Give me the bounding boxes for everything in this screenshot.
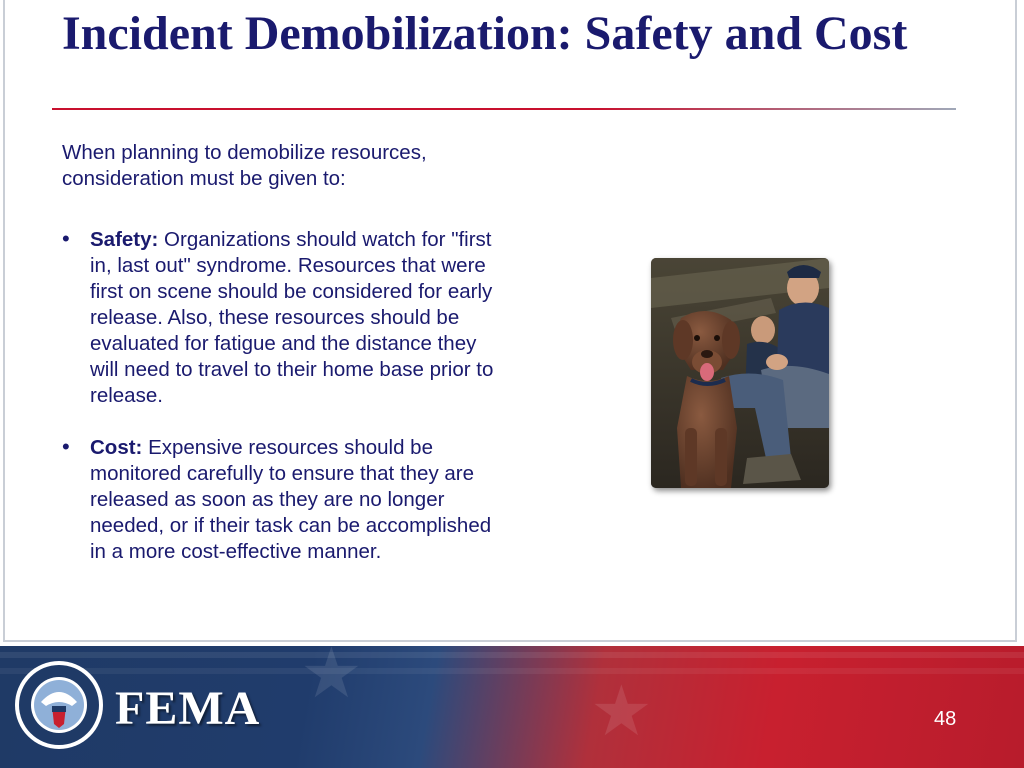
- rescue-dog-illustration: [651, 258, 829, 488]
- slide-title: Incident Demobilization: Safety and Cost: [62, 7, 908, 60]
- bullet-dot-icon: •: [62, 434, 70, 459]
- bullet-text: Expensive resources should be monitored carefully to ensure that they are released as soon as they are no longer needed, or if their task can be accomplished in a more cost-effective manner.: [90, 436, 492, 563]
- bullet-label: Cost:: [90, 436, 143, 459]
- bullet-dot-icon: •: [62, 226, 70, 251]
- dhs-seal-icon: [14, 660, 104, 750]
- bullet-cost: [62, 435, 502, 565]
- star-icon: ★: [300, 646, 363, 712]
- footer-stripe: [0, 652, 1024, 658]
- rescue-dog-photo: [651, 258, 829, 488]
- bullet-text: Organizations should watch for "first in, last out" syndrome. Resources that were first on scene should be considered for early release. Also, these resources should be evaluated for fatigue and the distance they will need to travel to their home base prior to release.: [90, 228, 494, 407]
- bullet-label: Safety:: [90, 228, 159, 251]
- page-number: 48: [934, 708, 957, 730]
- bullet-list: [62, 227, 502, 591]
- footer-banner: [0, 646, 1024, 768]
- title-divider: [52, 108, 956, 110]
- intro-text: When planning to demobilize resources, consideration must be given to:: [62, 141, 427, 190]
- footer-stripe: [0, 668, 1024, 674]
- bullet-safety: [62, 227, 502, 409]
- star-icon: ★: [590, 672, 653, 750]
- fema-logo: FEMA: [115, 682, 261, 735]
